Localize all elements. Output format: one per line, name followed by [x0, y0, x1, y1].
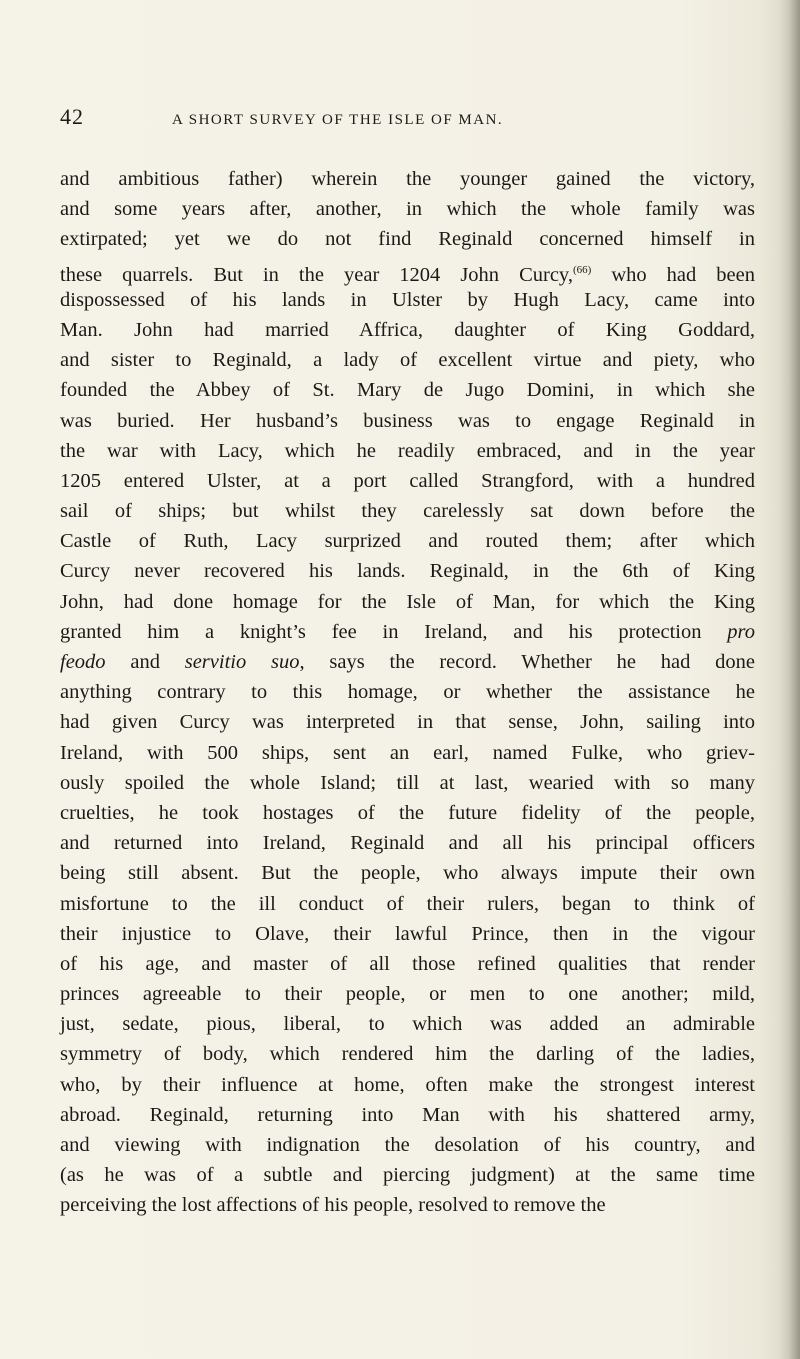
page-edge-shadow: [778, 0, 800, 1359]
text-line: [60, 587, 755, 617]
text-line: [60, 466, 755, 496]
text-segment: who, by their influence at home, often make the strongest interest: [60, 1073, 755, 1096]
text-segment: and sister to Reginald, a lady of excellent virtue and piety, who: [60, 349, 755, 372]
footnote-reference: (66): [572, 263, 592, 276]
text-segment: ously spoiled the whole Island; till at last, wearied with so many: [60, 771, 755, 794]
text-line: [60, 979, 755, 1009]
text-segment: was buried. Her husband’s business was to engage Reginald in: [60, 409, 755, 432]
italic-text: feodo: [60, 651, 106, 673]
text-line: [60, 315, 755, 345]
text-segment: the war with Lacy, which he readily embraced, and in the year: [60, 439, 755, 462]
text-segment: , says the record. Whether he had done: [299, 651, 755, 673]
text-segment: dispossessed of his lands in Ulster by Hugh Lacy, came into: [60, 288, 755, 311]
text-segment: sail of ships; but whilst they carelessly sat down before the: [60, 500, 755, 523]
text-segment: John, had done homage for the Isle of Man, for which the King: [60, 590, 755, 613]
text-line: [60, 406, 755, 436]
text-line: [60, 285, 755, 315]
text-line: [60, 738, 755, 768]
text-line: [60, 889, 755, 919]
text-segment: 1205 entered Ulster, at a port called Strangford, with a hundred: [60, 469, 755, 492]
text-segment: and ambitious father) wherein the younger gained the victory,: [60, 168, 755, 190]
text-segment: and viewing with indignation the desolation of his country, and: [60, 1134, 755, 1156]
text-segment: perceiving the lost affections of his people, resolved to remove the: [60, 1194, 606, 1217]
running-head: A SHORT SURVEY OF THE ISLE OF MAN.: [172, 112, 504, 128]
text-line: [60, 1039, 755, 1069]
text-line: [60, 436, 755, 466]
text-segment: and some years after, another, in which the whole family was: [60, 198, 755, 221]
text-line: [60, 647, 755, 677]
text-line: [60, 1100, 755, 1130]
text-segment: and: [105, 651, 185, 673]
text-segment: symmetry of body, which rendered him the darling of the ladies,: [60, 1043, 755, 1066]
text-segment: (as he was of a subtle and piercing judgment) at the same time: [60, 1164, 755, 1187]
text-segment: who had been: [591, 263, 755, 286]
text-segment: abroad. Reginald, returning into Man with his shattered army,: [60, 1103, 755, 1126]
text-segment: Castle of Ruth, Lacy surprized and routed them; after which: [60, 530, 755, 553]
text-line: [60, 1070, 755, 1100]
text-line: [60, 1160, 755, 1190]
page-number: 42: [60, 104, 84, 129]
text-segment: and returned into Ireland, Reginald and all his principal officers: [60, 832, 755, 855]
text-segment: misfortune to the ill conduct of their rulers, began to think of: [60, 892, 755, 915]
text-segment: extirpated; yet we do not find Reginald concerned himself in: [60, 228, 755, 251]
text-line: [60, 345, 755, 375]
text-line: [60, 677, 755, 707]
text-segment: founded the Abbey of St. Mary de Jugo Domini, in which she: [60, 379, 755, 402]
text-line: [60, 194, 755, 224]
text-line: [60, 617, 755, 647]
text-line: [60, 255, 755, 285]
text-segment: these quarrels. But in the year 1204 John Curcy,: [60, 263, 573, 286]
text-line: [60, 164, 755, 194]
text-line: [60, 526, 755, 556]
text-line: [60, 919, 755, 949]
text-line: [60, 224, 755, 254]
text-line: [60, 375, 755, 405]
text-segment: of his age, and master of all those refined qualities that render: [60, 952, 755, 975]
text-line: [60, 768, 755, 798]
text-line: [60, 556, 755, 586]
text-line: [60, 858, 755, 888]
text-segment: Man. John had married Affrica, daughter of King Goddard,: [60, 318, 755, 341]
text-line: [60, 1009, 755, 1039]
text-line: [60, 707, 755, 737]
text-line: [60, 828, 755, 858]
body-text: [60, 164, 755, 1221]
italic-text: servitio suo: [184, 651, 300, 673]
text-line: [60, 1190, 755, 1220]
text-segment: being still absent. But the people, who always impute their own: [60, 862, 755, 885]
text-line: [60, 1130, 755, 1160]
text-segment: anything contrary to this homage, or whether the assistance he: [60, 681, 755, 704]
text-segment: Ireland, with 500 ships, sent an earl, named Fulke, who griev-: [60, 741, 755, 764]
text-segment: their injustice to Olave, their lawful Prince, then in the vigour: [60, 922, 755, 945]
text-segment: princes agreeable to their people, or men to one another; mild,: [60, 983, 755, 1006]
text-segment: granted him a knight’s fee in Ireland, and his protection: [60, 620, 728, 643]
text-line: [60, 496, 755, 526]
page-header: [60, 104, 740, 138]
text-segment: Curcy never recovered his lands. Reginald, in the 6th of King: [60, 560, 755, 583]
italic-text: pro: [727, 620, 755, 643]
text-segment: had given Curcy was interpreted in that sense, John, sailing into: [60, 711, 755, 734]
text-segment: just, sedate, pious, liberal, to which was added an admirable: [60, 1013, 755, 1036]
text-line: [60, 798, 755, 828]
text-segment: cruelties, he took hostages of the future fidelity of the people,: [60, 801, 755, 824]
text-line: [60, 949, 755, 979]
